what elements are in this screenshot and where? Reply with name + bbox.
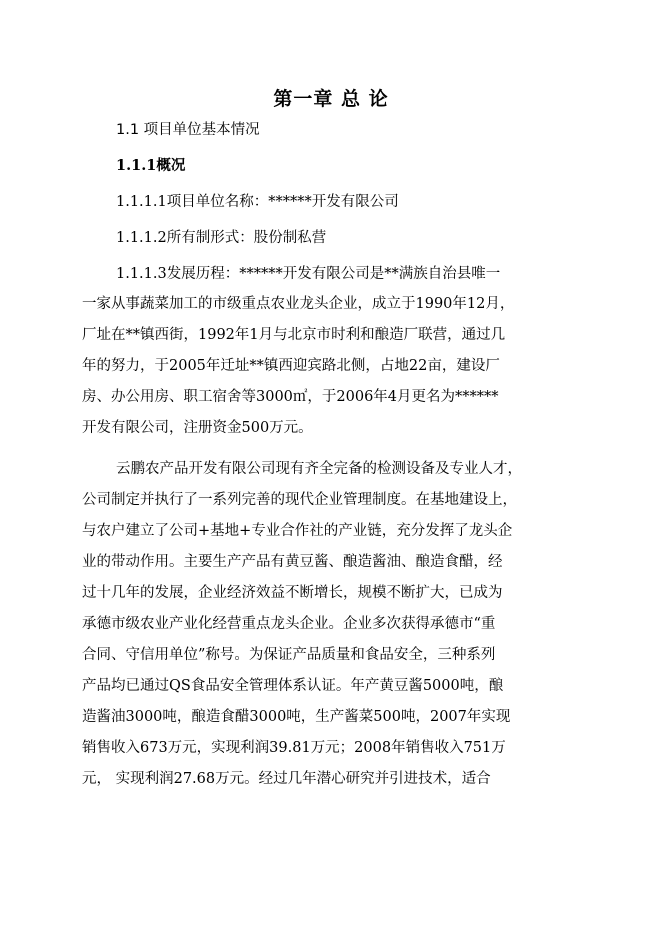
item-company-name: 1.1.1.1项目单位名称：******开发有限公司	[116, 194, 399, 210]
paragraph-line: 过十几年的发展，企业经济效益不断增长，规模不断扩大，已成为	[82, 585, 503, 601]
paragraph-line: 与农户建立了公司+基地+专业合作社的产业链，充分发挥了龙头企	[82, 523, 513, 539]
paragraph-line: 一家从事蔬菜加工的市级重点农业龙头企业，成立于1990年12月，	[82, 296, 515, 312]
paragraph-line: 造酱油3000吨，酿造食醋3000吨，生产酱菜500吨，2007年实现	[82, 709, 511, 725]
item-ownership-form: 1.1.1.2所有制形式：股份制私营	[116, 230, 327, 246]
paragraph-line: 1.1.1.3发展历程：******开发有限公司是**满族自治县唯一	[116, 266, 501, 282]
paragraph-line: 开发有限公司，注册资金500万元。	[82, 420, 313, 436]
paragraph-line: 产品均已通过QS食品安全管理体系认证。年产黄豆酱5000吨，酿	[82, 678, 504, 694]
section-heading-1-1: 1.1 项目单位基本情况	[116, 122, 260, 138]
paragraph-line: 销售收入673万元，实现利润39.81万元；2008年销售收入751万	[82, 740, 506, 756]
paragraph-line: 合同、守信用单位”称号。为保证产品质量和食品安全，三种系列	[82, 647, 496, 663]
section-heading-1-1-1: 1.1.1概况	[116, 157, 186, 174]
paragraph-line: 业的带动作用。主要生产产品有黄豆酱、酿造酱油、酿造食醋，经	[82, 554, 503, 570]
paragraph-line: 年的努力，于2005年迁址**镇西迎宾路北侧，占地22亩，建设厂	[82, 358, 500, 374]
paragraph-line: 元， 实现利润27.68万元。经过几年潜心研究并引进技术，适合	[82, 771, 491, 787]
paragraph-line: 公司制定并执行了一系列完善的现代企业管理制度。在基地建设上，	[82, 492, 517, 508]
paragraph-line: 房、办公用房、职工宿舍等3000㎡，于2006年4月更名为******	[82, 389, 499, 405]
paragraph-line: 厂址在**镇西街，1992年1月与北京市时利和酿造厂联营，通过几	[82, 327, 506, 343]
paragraph-line: 云鹏农产品开发有限公司现有齐全完备的检测设备及专业人才，	[116, 461, 522, 477]
paragraph-line: 承德市级农业产业化经营重点龙头企业。企业多次获得承德市“重	[82, 616, 496, 632]
chapter-title: 第一章 总 论	[273, 88, 389, 110]
